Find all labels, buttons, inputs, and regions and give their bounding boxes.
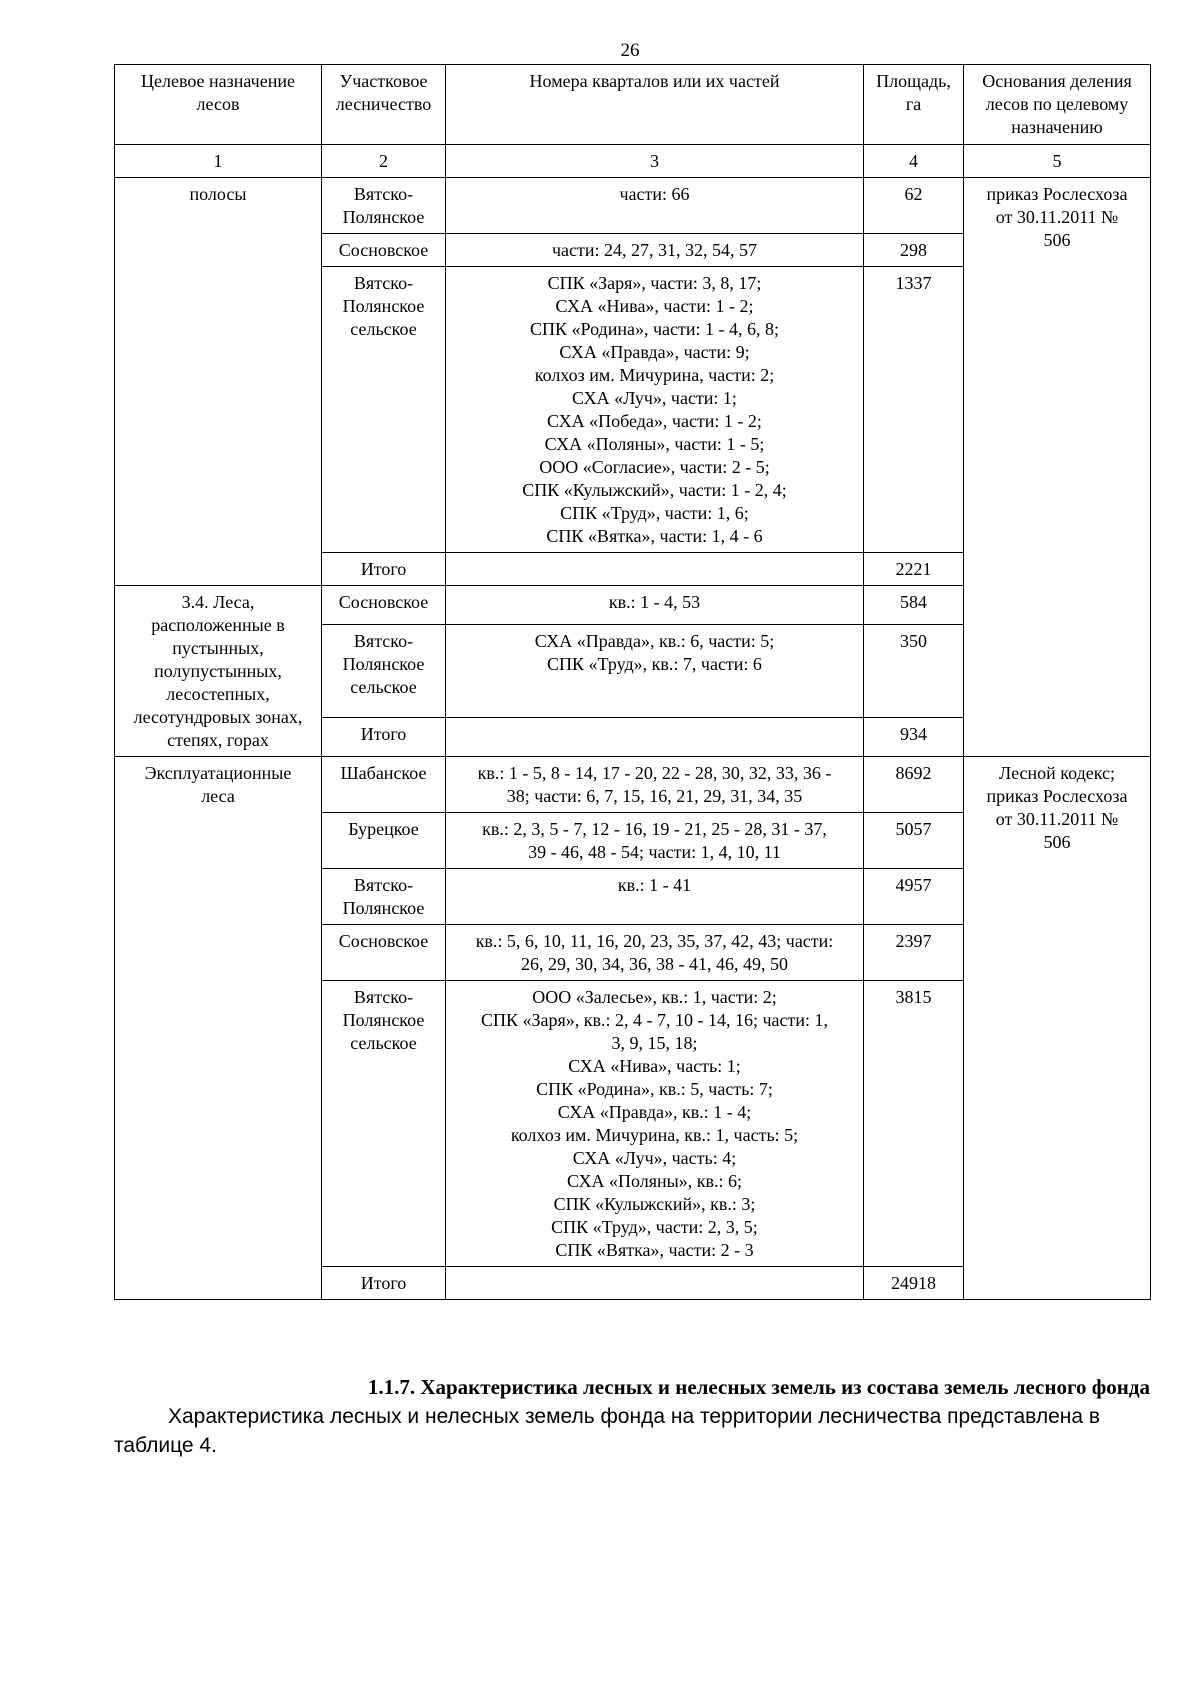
forestry-cell: Вятско- Полянское сельское xyxy=(322,981,446,1267)
forestry-cell: Вятско- Полянское сельское xyxy=(322,624,446,717)
forestry-cell: Сосновское xyxy=(322,586,446,625)
section-heading: 1.1.7. Характеристика лесных и нелесных земель из состава земель лесного фонда xyxy=(367,1375,1150,1399)
purpose-cell: Эксплуатационные леса xyxy=(115,757,322,1300)
area-cell: 298 xyxy=(864,234,964,267)
header-area: Площадь, га xyxy=(864,65,964,145)
forestry-cell: Сосновское xyxy=(322,925,446,981)
purpose-cell: 3.4. Леса, расположенные в пустынных, полупустынных, лесостепных, лесотундровых зонах, степях, горах xyxy=(115,586,322,757)
column-number: 5 xyxy=(964,145,1151,178)
total-label: Итого xyxy=(322,1267,446,1300)
area-cell: 8692 xyxy=(864,757,964,813)
area-cell: 4957 xyxy=(864,869,964,925)
column-number: 2 xyxy=(322,145,446,178)
header-basis: Основания деления лесов по целевому назначению xyxy=(964,65,1151,145)
table-row xyxy=(115,757,1151,813)
table-header-row xyxy=(115,65,1151,145)
quarters-cell xyxy=(446,553,864,586)
forestry-cell: Шабанское xyxy=(322,757,446,813)
area-cell: 584 xyxy=(864,586,964,625)
page-number: 26 xyxy=(620,40,640,61)
quarters-cell: СХА «Правда», кв.: 6, части: 5; СПК «Труд», кв.: 7, части: 6 xyxy=(446,624,864,717)
total-area: 24918 xyxy=(864,1267,964,1300)
area-cell: 62 xyxy=(864,178,964,234)
column-number: 4 xyxy=(864,145,964,178)
quarters-cell: кв.: 5, 6, 10, 11, 16, 20, 23, 35, 37, 42, 43; части: 26, 29, 30, 34, 36, 38 - 41, 46, 49, 50 xyxy=(446,925,864,981)
forestry-cell: Сосновское xyxy=(322,234,446,267)
table-row xyxy=(115,178,1151,234)
total-label: Итого xyxy=(322,718,446,757)
quarters-cell xyxy=(446,718,864,757)
header-purpose: Целевое назначение лесов xyxy=(115,65,322,145)
area-cell: 5057 xyxy=(864,813,964,869)
column-number-row xyxy=(115,145,1151,178)
forestry-cell: Бурецкое xyxy=(322,813,446,869)
quarters-cell: части: 66 xyxy=(446,178,864,234)
forestry-cell: Вятско- Полянское xyxy=(322,178,446,234)
total-area: 934 xyxy=(864,718,964,757)
quarters-cell: кв.: 1 - 41 xyxy=(446,869,864,925)
basis-cell: Лесной кодекс; приказ Рослесхоза от 30.11.2011 № 506 xyxy=(964,757,1151,1300)
quarters-cell: ООО «Залесье», кв.: 1, части: 2; СПК «Заря», кв.: 2, 4 - 7, 10 - 14, 16; части: 1, 3, 9, 15, 18; СХА «Нива», часть: 1; СПК «Родина», кв.: 5, часть: 7; СХА «Правда», кв.: 1 - 4; колхоз им. Мичурина, кв.: 1, часть: 5; СХА «Луч», часть: 4; СХА «Поляны», кв.: 6; СПК «Кулыжский», кв.: 3; СПК «Труд», части: 2, 3, 5; СПК «Вятка», части: 2 - 3 xyxy=(446,981,864,1267)
header-quarters: Номера кварталов или их частей xyxy=(446,65,864,145)
quarters-cell: кв.: 1 - 5, 8 - 14, 17 - 20, 22 - 28, 30, 32, 33, 36 - 38; части: 6, 7, 15, 16, 21, 29, 31, 34, 35 xyxy=(446,757,864,813)
quarters-cell: кв.: 1 - 4, 53 xyxy=(446,586,864,625)
forest-purpose-table xyxy=(114,64,1151,1300)
quarters-cell xyxy=(446,1267,864,1300)
column-number: 1 xyxy=(115,145,322,178)
paragraph-text: Характеристика лесных и нелесных земель фонда на территории лесничества представлена в таблице 4. xyxy=(114,1405,1101,1457)
quarters-cell: кв.: 2, 3, 5 - 7, 12 - 16, 19 - 21, 25 - 28, 31 - 37, 39 - 46, 48 - 54; части: 1, 4, 10, 11 xyxy=(446,813,864,869)
forestry-cell: Вятско- Полянское сельское xyxy=(322,267,446,553)
header-forestry: Участковое лесничество xyxy=(322,65,446,145)
area-cell: 1337 xyxy=(864,267,964,553)
area-cell: 3815 xyxy=(864,981,964,1267)
quarters-cell: СПК «Заря», части: 3, 8, 17; СХА «Нива», части: 1 - 2; СПК «Родина», части: 1 - 4, 6, 8; СХА «Правда», части: 9; колхоз им. Мичурина, части: 2; СХА «Луч», части: 1; СХА «Победа», части: 1 - 2; СХА «Поляны», части: 1 - 5; ООО «Согласие», части: 2 - 5; СПК «Кулыжский», части: 1 - 2, 4; СПК «Труд», части: 1, 6; СПК «Вятка», части: 1, 4 - 6 xyxy=(446,267,864,553)
total-label: Итого xyxy=(322,553,446,586)
forestry-cell: Вятско- Полянское xyxy=(322,869,446,925)
area-cell: 350 xyxy=(864,624,964,717)
basis-cell: приказ Рослесхоза от 30.11.2011 № 506 xyxy=(964,178,1151,757)
column-number: 3 xyxy=(446,145,864,178)
area-cell: 2397 xyxy=(864,925,964,981)
total-area: 2221 xyxy=(864,553,964,586)
body-paragraph xyxy=(114,1402,1150,1460)
purpose-cell: полосы xyxy=(115,178,322,586)
quarters-cell: части: 24, 27, 31, 32, 54, 57 xyxy=(446,234,864,267)
